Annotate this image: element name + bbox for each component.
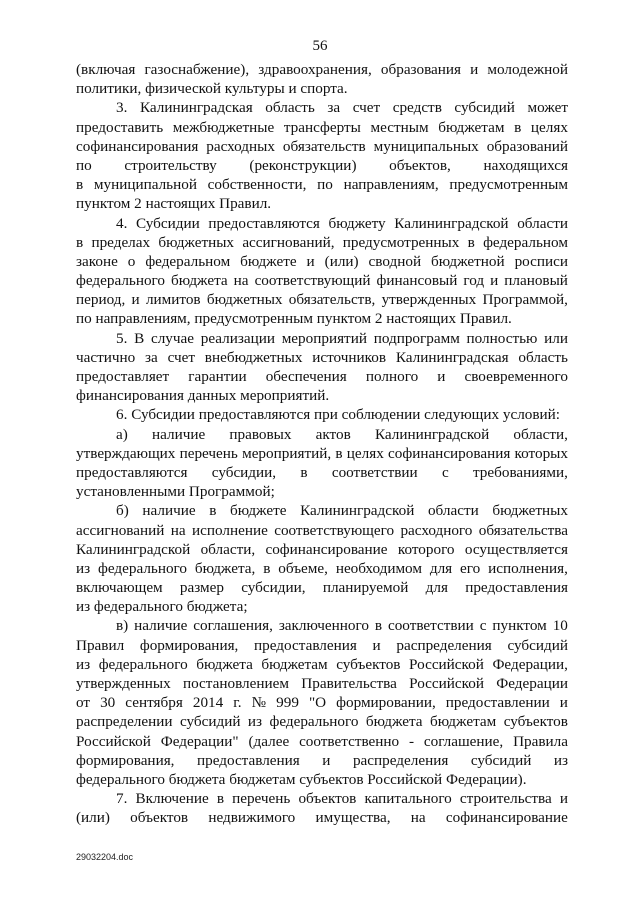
word: объектов: [130, 809, 189, 827]
word: по: [317, 176, 333, 194]
word: Правила: [513, 732, 568, 750]
text-line: [76, 118, 568, 137]
word: объектов,: [389, 156, 451, 174]
word: объектов: [298, 790, 357, 808]
word: недвижимого: [208, 809, 296, 827]
word: счет: [352, 99, 381, 117]
word: здравоохранения,: [258, 61, 372, 78]
word: бюджетных: [492, 502, 568, 520]
word: находящихся: [483, 156, 568, 174]
word: 10: [552, 617, 568, 635]
word: гарантии: [188, 368, 247, 385]
word: субсидий: [470, 751, 532, 769]
word: муниципальных: [373, 137, 479, 155]
word: на: [410, 809, 426, 827]
word: частично: [76, 348, 136, 366]
word: федерального: [98, 655, 188, 673]
file-name-footer: 29032204.doc: [76, 852, 134, 862]
word: формировании,: [336, 694, 436, 712]
word: законе: [76, 252, 118, 270]
word: подпрограмм: [373, 329, 460, 347]
word: по: [76, 156, 92, 174]
word: собственности,: [207, 176, 307, 194]
word: обеспечения: [265, 368, 347, 385]
word: необходимом: [335, 559, 422, 577]
text-line: [76, 616, 568, 635]
word: бюджетам: [438, 118, 505, 136]
word: распределения: [396, 636, 492, 654]
word: распределения: [352, 751, 449, 769]
text-line: [76, 98, 568, 117]
word: области,: [200, 540, 256, 558]
word: в: [216, 790, 224, 808]
word: предусмотренным: [449, 176, 568, 194]
word: Программой,: [482, 291, 568, 309]
word: источников: [312, 348, 387, 366]
word: утверждающих: [76, 444, 176, 462]
word: из: [247, 713, 263, 731]
word: в: [335, 444, 343, 462]
word: Федерации,: [492, 655, 568, 673]
word: предоставления: [465, 579, 568, 597]
word: с: [479, 617, 487, 635]
word: федеральном: [483, 233, 568, 251]
word: Федерации": [160, 732, 239, 750]
word: 5.: [116, 329, 128, 347]
text-line: [76, 501, 568, 520]
word: в: [467, 233, 475, 251]
word: целях: [346, 444, 384, 462]
text-line: [76, 674, 568, 693]
text-line: [76, 156, 568, 175]
word: 7.: [116, 790, 128, 808]
word: соответствующего: [274, 521, 395, 539]
word: заключенного: [278, 617, 369, 635]
word: средств: [392, 99, 442, 117]
word: исполнения,: [488, 559, 568, 577]
word: предусмотренных: [342, 233, 460, 251]
word: 30: [100, 694, 116, 712]
text-line: финансирования данных мероприятий.: [76, 387, 330, 405]
word: Российской: [409, 655, 484, 673]
text-line: [76, 290, 568, 309]
word: объеме,: [278, 559, 328, 577]
word: бюджетам: [430, 713, 497, 731]
word: области: [427, 502, 479, 520]
word: и: [559, 694, 568, 712]
word: постановлением: [182, 675, 289, 692]
text-line: [76, 559, 568, 578]
word: пунктом: [492, 617, 547, 635]
word: в): [116, 617, 129, 635]
word: 4.: [116, 214, 128, 232]
word: №: [251, 694, 267, 712]
word: Федерации: [496, 675, 568, 692]
word: Калининградская: [395, 348, 509, 366]
text-line: [76, 348, 568, 367]
word: в: [209, 502, 217, 520]
word: соответственно: [299, 732, 400, 750]
word: предоставления: [254, 636, 357, 654]
word: бюджета,: [194, 559, 256, 577]
word: бюджета: [365, 713, 423, 731]
word: местным: [370, 118, 429, 136]
word: (или): [324, 252, 359, 270]
word: Калининградской: [76, 540, 191, 558]
word: реализации: [200, 329, 275, 347]
word: капитального: [364, 790, 452, 808]
text-line: [76, 693, 568, 712]
text-line: из федерального бюджета;: [76, 598, 248, 616]
text-line: [76, 444, 568, 463]
word: соответствии: [331, 463, 418, 481]
word: Калининградской: [374, 425, 490, 443]
word: обязательств,: [288, 291, 376, 309]
text-line: 6. Субсидии предоставляются при соблюдении следующих условий:: [116, 406, 561, 424]
word: 999: [276, 694, 299, 712]
word: осуществляется: [464, 540, 568, 558]
word: бюджетной: [431, 252, 505, 270]
word: федерального: [98, 559, 188, 577]
word: В: [134, 329, 145, 347]
word: наличие: [151, 425, 206, 443]
word: перечень: [179, 444, 238, 462]
word: правовых: [229, 425, 292, 443]
word: плановый: [504, 272, 568, 290]
word: трансферты: [283, 118, 361, 136]
word: в: [76, 233, 84, 251]
word: и: [131, 291, 140, 309]
word: (далее: [248, 732, 290, 750]
word: своевременного: [464, 368, 568, 385]
word: строительства: [459, 790, 552, 808]
word: и: [470, 61, 479, 78]
word: с: [441, 463, 449, 481]
text-line: [76, 425, 568, 444]
word: соответствующий: [254, 272, 371, 290]
word: федерального: [269, 713, 359, 731]
document-body: [76, 60, 568, 828]
word: которого: [397, 540, 455, 558]
word: в: [374, 617, 383, 635]
text-line: [76, 712, 568, 731]
word: за: [145, 348, 158, 366]
word: предоставить: [76, 118, 164, 136]
word: год: [463, 272, 485, 290]
word: размер: [179, 579, 224, 597]
word: субсидий: [454, 99, 515, 117]
word: софинансирования: [388, 444, 511, 462]
word: а): [116, 425, 128, 443]
word: софинансирования: [76, 137, 199, 155]
word: 3.: [116, 99, 128, 117]
word: газоснабжение),: [144, 61, 250, 78]
text-line: [76, 329, 568, 348]
word: и: [490, 272, 499, 290]
word: субсидий: [507, 636, 568, 654]
text-line: [76, 789, 568, 808]
word: Российской: [409, 675, 484, 692]
word: перечень: [232, 790, 291, 808]
word: утвержденных: [381, 291, 477, 309]
word: бюджета: [196, 655, 253, 673]
word: может: [527, 99, 568, 117]
text-line: политики, физической культуры и спорта.: [76, 80, 348, 98]
word: о: [127, 252, 136, 270]
text-line: [76, 540, 568, 559]
text-line: [76, 578, 568, 597]
word: область: [518, 348, 568, 366]
word: субсидии,: [241, 579, 306, 597]
word: пределах: [91, 233, 151, 251]
word: утвержденных: [76, 675, 171, 692]
word: формирования,: [76, 751, 175, 769]
word: 2014: [192, 694, 224, 712]
text-line: [76, 214, 568, 233]
word: межбюджетные: [172, 118, 275, 136]
word: области,: [513, 425, 568, 443]
word: бюджетам: [261, 655, 328, 673]
word: б): [116, 502, 129, 520]
word: или: [544, 329, 568, 347]
word: обязательств: [282, 137, 366, 155]
word: область: [265, 99, 315, 117]
text-line: [76, 252, 568, 271]
word: в: [514, 118, 522, 136]
word: мероприятий: [281, 329, 367, 347]
text-line: [76, 233, 568, 252]
word: формирования,: [139, 636, 239, 654]
word: "О: [308, 694, 327, 712]
word: (или): [76, 809, 110, 827]
word: бюджета: [171, 272, 228, 290]
word: от: [76, 694, 91, 712]
word: включающем: [76, 579, 163, 597]
word: соглашение,: [423, 732, 504, 750]
word: Правительства: [301, 675, 397, 692]
word: финансовый: [376, 272, 458, 290]
word: субъектов: [336, 655, 401, 673]
word: исполнение: [192, 521, 268, 539]
word: Субсидии: [136, 214, 200, 232]
word: требованиями,: [472, 463, 568, 481]
word: Калининградской: [394, 214, 509, 232]
word: в: [76, 176, 84, 194]
text-line: пунктом 2 настоящих Правил.: [76, 195, 272, 213]
word: из: [76, 655, 91, 673]
word: Калининградской: [300, 502, 415, 520]
word: имущества,: [315, 809, 391, 827]
word: предоставляются: [76, 463, 188, 481]
word: сводной: [368, 252, 422, 270]
word: области: [517, 214, 568, 232]
word: субсидии,: [211, 463, 277, 481]
word: полного: [365, 368, 419, 385]
word: бюджете: [240, 252, 297, 270]
word: бюджете: [230, 502, 287, 520]
word: направлениям,: [343, 176, 439, 194]
word: софинансирование: [265, 540, 388, 558]
word: за: [327, 99, 341, 117]
word: период,: [76, 291, 126, 309]
word: расходных: [206, 137, 275, 155]
word: Российской: [76, 732, 151, 750]
text-line: [76, 367, 568, 386]
word: бюджетных: [206, 291, 283, 309]
word: соответствии: [387, 617, 474, 635]
word: софинансирование: [445, 809, 568, 827]
word: которых: [514, 444, 568, 462]
word: образований: [486, 137, 568, 155]
text-line: [76, 732, 568, 751]
text-line: установленными Программой;: [76, 483, 275, 501]
word: предоставлении: [445, 694, 550, 712]
word: ассигнований: [76, 521, 165, 539]
word: молодежной: [487, 61, 568, 78]
word: лимитов: [145, 291, 201, 309]
word: обязательства: [478, 521, 568, 539]
word: ассигнований,: [242, 233, 335, 251]
text-line: [76, 521, 568, 540]
word: -: [408, 732, 415, 750]
word: образования: [380, 61, 462, 78]
word: и: [306, 252, 315, 270]
word: на: [170, 521, 186, 539]
word: соглашения,: [193, 617, 273, 635]
word: предоставляет: [76, 368, 170, 385]
text-line: [76, 636, 568, 655]
word: предоставления: [196, 751, 300, 769]
word: субъектов: [503, 713, 568, 731]
word: г.: [233, 694, 242, 712]
word: из: [553, 751, 568, 769]
text-line: федерального бюджета бюджетам субъектов Российской Федерации).: [76, 770, 527, 788]
word: росписи: [514, 252, 568, 270]
text-line: по направлениям, предусмотренным пунктом 2 настоящих Правил.: [76, 310, 512, 328]
word: федерального: [76, 272, 165, 290]
word: и: [372, 636, 381, 654]
word: счет: [167, 348, 196, 366]
word: на: [233, 272, 249, 290]
text-line: [76, 655, 568, 674]
word: случае: [150, 329, 195, 347]
word: бюджетных: [158, 233, 235, 251]
word: муниципальной: [93, 176, 197, 194]
word: Включение: [135, 790, 209, 808]
word: федеральном: [145, 252, 231, 270]
text-line: [76, 175, 568, 194]
word: целях: [530, 118, 568, 136]
word: внебюджетных: [204, 348, 303, 366]
word: (включая: [76, 61, 136, 78]
text-line: [76, 751, 568, 770]
text-line: [76, 463, 568, 482]
word: мероприятий,: [242, 444, 332, 462]
word: строительству: [124, 156, 217, 174]
word: для: [429, 559, 453, 577]
word: бюджету: [328, 214, 386, 232]
word: и: [437, 368, 446, 385]
word: полностью: [466, 329, 538, 347]
word: Правил: [76, 636, 125, 654]
word: в: [263, 559, 271, 577]
word: актов: [315, 425, 351, 443]
word: его: [460, 559, 481, 577]
text-line: [76, 271, 568, 290]
word: и: [322, 751, 331, 769]
word: субсидий: [179, 713, 241, 731]
word: сентября: [125, 694, 183, 712]
word: наличие: [134, 617, 188, 635]
word: планируемой: [322, 579, 409, 597]
word: в: [300, 463, 308, 481]
word: из: [76, 559, 91, 577]
word: расходного: [400, 521, 473, 539]
text-line: [76, 137, 568, 156]
page-number: 56: [312, 38, 328, 54]
word: предоставляются: [208, 214, 320, 232]
word: и: [559, 790, 568, 808]
word: распределении: [76, 713, 173, 731]
word: (реконструкции): [249, 156, 357, 174]
text-line: [76, 60, 568, 79]
word: для: [425, 579, 448, 597]
word: Калининградская: [139, 99, 253, 117]
text-line: [76, 808, 568, 827]
word: наличие: [142, 502, 196, 520]
